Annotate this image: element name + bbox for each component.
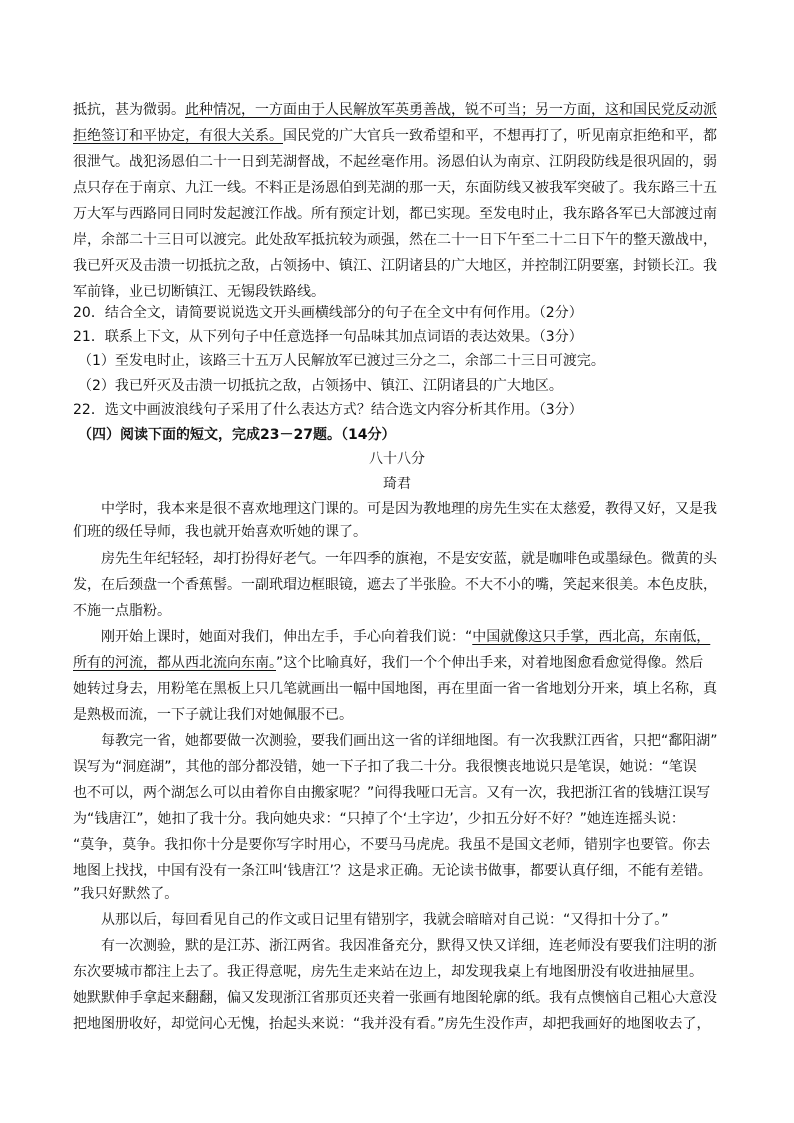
story-line: 地图上找找，中国有没有一条江叫‘钱唐江’？这是求正确。无论读书做事，都要认真仔细，不能有差错。 <box>73 863 712 879</box>
story-text: 刚开始上课时，她面对我们，伸出左手，手心向着我们说：“ <box>101 629 473 645</box>
story-author: 琦君 <box>383 476 411 492</box>
story-line: 不施一点脂粉。 <box>73 603 171 619</box>
story-line: 从那以后，每回看见自己的作文或日记里有错别字，我就会暗暗对自己说：“又得扣十分了。” <box>101 912 669 928</box>
story-line: 每教完一省，她都要做一次测验，要我们画出这一省的详细地图。有一次我默江西省，只把“鄱阳湖” <box>101 733 718 749</box>
story-line: 她默默伸手拿起来翻翻，偏又发现浙江省那页还夹着一张画有地图轮廓的纸。我有点懊恼自己粗心大意没 <box>73 990 717 1006</box>
story-line: “莫争，莫争。我扣你十分是要你写字时用心，不要马马虎虎。我虽不是国文老师，错别字也要管。你去 <box>73 837 711 853</box>
story-text: ”这个比喻真好，我们一个个伸出手来，对着地图愈看愈觉得像。然后 <box>276 655 704 671</box>
story-line: 中学时，我本来是很不喜欢地理这门课的。可是因为教地理的房先生实在太慈爱，教得又好，又是我 <box>101 501 717 517</box>
story-line: 她转过身去，用粉笔在黑板上只几笔就画出一幅中国地图，再在里面一省一省地划分开来，填上名称，真 <box>73 681 717 697</box>
story-line: 把地图册收好，却觉问心无愧，抬起头来说：“我并没有看。”房先生没作声，却把我画好的地图收去了， <box>73 1016 711 1032</box>
story-line: 误写为“洞庭湖”，其他的部分都没错，她一下子扣了我二十分。我很懊丧地说只是笔误，她说：“笔误 <box>73 759 697 775</box>
story-line: 发，在后颈盘一个香蕉髻。一副玳瑁边框眼镜，遮去了半张脸。不大不小的嘴，笑起来很美。本色皮肤， <box>73 577 717 593</box>
story-line <box>101 627 721 647</box>
section-heading: （四）阅读下面的短文，完成23－27题。（14分） <box>78 427 396 443</box>
question-21-option-1: （1）至发电时止，该路三十五万人民解放军已渡过三分之二，余部二十三日可渡完。 <box>78 353 605 369</box>
story-line: 是熟极而流，一下子就让我们对她佩服不已。 <box>73 707 353 723</box>
passage-line <box>73 126 721 146</box>
story-line: 有一次测验，默的是江苏、浙江两省。我因准备充分，默得又快又详细，连老师没有要我们注明的浙 <box>101 938 717 954</box>
story-title: 八十八分 <box>369 451 425 467</box>
passage-line: 军前锋，业已切断镇江、无锡段铁路线。 <box>73 284 325 300</box>
story-line: 房先生年纪轻轻，却打扮得好老气。一年四季的旗袍，不是安安蓝，就是咖啡色或墨绿色。微黄的头 <box>101 551 717 567</box>
passage-line: 点只存在于南京、九江一线。不料正是汤恩伯到芜湖的那一天，东面防线又被我军突破了。我东路三十五 <box>73 180 717 196</box>
story-line: 为“钱唐江”，她扣了我十分。我向她央求：“只掉了个‘土字边’，少扣五分好不好？”她连连摇头说： <box>73 811 685 827</box>
question-20: 20．结合全文，请简要说说选文开头画横线部分的句子在全文中有何作用。（2分） <box>73 305 583 321</box>
story-line: 东次要城市都注上去了。我正得意呢，房先生走来站在边上，却发现我桌上有地图册没有收进抽屉里。 <box>73 964 703 980</box>
question-22: 22．选文中画波浪线句子采用了什么表达方式？结合选文内容分析其作用。（3分） <box>73 402 583 418</box>
passage-text: 抵抗，甚为微弱。 <box>73 102 185 118</box>
story-line <box>73 653 721 673</box>
question-21: 21．联系上下文，从下列句子中任意选择一句品味其加点词语的表达效果。（3分） <box>73 329 583 345</box>
passage-line: 我已歼灭及击溃一切抵抗之敌，占领扬中、镇江、江阴诸县的广大地区，并控制江阴要塞，封锁长江。我 <box>73 258 717 274</box>
passage-line: 很泄气。战犯汤恩伯二十一日到芜湖督战，不起丝毫作用。汤恩伯认为南京、江阴段防线是很巩固的，弱 <box>73 154 717 170</box>
story-line: 们班的级任导师，我也就开始喜欢听她的课了。 <box>73 524 367 540</box>
underlined-sentence: 拒绝签订和平协定，有很大关系。 <box>73 128 283 144</box>
underlined-sentence: 中国就像这只手掌，西北高，东南低， <box>472 629 711 645</box>
question-21-option-2: （2）我已歼灭及击溃一切抵抗之敌，占领扬中、镇江、江阴诸县的广大地区。 <box>78 378 563 394</box>
story-line: 也不可以，两个湖怎么可以由着你自由搬家呢？”问得我哑口无言。又有一次，我把浙江省的钱塘江误写 <box>73 785 711 801</box>
story-line: ”我只好默然了。 <box>73 886 179 902</box>
passage-line: 万大军与西路同日同时发起渡江作战。所有预定计划，都已实现。至发电时止，我东路各军已大部渡过南 <box>73 206 717 222</box>
passage-text: 国民党的广大官兵一致希望和平，不想再打了，听见南京拒绝和平，都 <box>283 128 717 144</box>
passage-line <box>73 100 721 120</box>
underlined-sentence: 所有的河流，都从西北流向东南。 <box>73 655 276 671</box>
underlined-sentence: 此种情况，一方面由于人民解放军英勇善战，锐不可当；另一方面，这和国民党反动派 <box>185 102 717 118</box>
passage-line: 岸，余部二十三日可以渡完。此处敌军抵抗较为顽强，然在二十一日下午至二十二日下午的整天激战中， <box>73 232 717 248</box>
